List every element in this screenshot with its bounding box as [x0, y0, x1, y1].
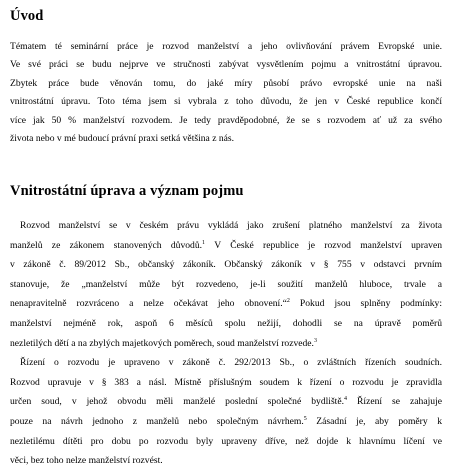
text-line-content: pouze na návrh jednoho z manželů nebo společným návrhem.	[10, 415, 304, 427]
text-line: Tématem té seminární práce je rozvod manželství a jeho ovlivňování právem Evropské unie.	[10, 41, 442, 52]
text-line: vnitrostátní úpravu. Toto téma jsem si vybrala z toho důvodu, že jen v České republice končí	[10, 96, 442, 108]
text-line: Ve své práci se budu nejprve ve stručnosti zabývat vysvětlením pojmu a vnitrostátní úpravou.	[10, 59, 442, 71]
text-line-content: nezletilému dítěti pro dobu po rozvodu byly upraveny dříve, než dojde k hlavnímu líčení ve	[10, 435, 442, 447]
text-line-content: stanovuje, že „manželství může být rozvedeno, je-li soužití manželů hluboce, trvale a	[10, 278, 442, 290]
text-line	[10, 392, 442, 412]
text-line	[10, 353, 442, 373]
text-line-content: Řízení o rozvodu je upraveno v zákoně č. 292/2013 Sb., o zvláštních řízeních soudních.	[20, 357, 442, 369]
text-line-continuation: Pokud jsou splněny podmínky:	[289, 298, 442, 310]
text-line-content: určen soud, v jehož obvodu měli manželé poslední společné bydliště.	[10, 396, 345, 408]
text-line	[10, 236, 442, 256]
text-line-continuation: Řízení se zahajuje	[347, 396, 442, 408]
text-line: života nebo v mé budoucí právní praxi setká většina z nás.	[10, 132, 235, 144]
text-line-content: věci, bez toho nelze manželství rozvést.	[10, 455, 163, 467]
text-line: Zbytek práce bude věnován tomu, do jaké míry působí právo evropské unie na naši	[10, 77, 442, 89]
text-line	[10, 255, 442, 275]
text-line	[10, 412, 442, 432]
footnote-reference: 3	[313, 337, 317, 344]
text-line-content: manželů ze zákonem stanovených důvodů.	[10, 239, 203, 251]
intro-paragraph	[10, 38, 442, 148]
text-line-content: Rozvod manželství se v českém právu vykládá jako zrušení platného manželství za života	[20, 220, 442, 231]
section-heading-uvod: Úvod	[10, 8, 44, 24]
text-line-content: v zákoně č. 89/2012 Sb., občanský zákoník. Občanský zákoník v § 755 v odstavci prvním	[10, 259, 442, 271]
text-line-content: nenapravitelně rozvráceno a nelze očekávat jeho obnovení.“	[10, 298, 287, 310]
text-line	[10, 334, 442, 354]
text-line-content: Rozvod upravuje v § 383 a násl. Místně příslušným soudem k řízení o rozvodu je zpravidla	[10, 376, 442, 388]
footnote-reference: 1	[202, 239, 206, 246]
text-line	[10, 451, 442, 471]
body-paragraphs	[10, 216, 442, 471]
text-line-continuation: V České republice je rozvod manželství upraven	[205, 239, 442, 251]
text-line	[10, 216, 442, 236]
text-line	[10, 432, 442, 452]
footnote-reference: 5	[303, 415, 307, 422]
text-line	[10, 314, 442, 334]
text-line-content: manželství nejméně rok, aspoň 6 měsíců spolu nežijí, dohodli se na úpravě poměrů	[10, 317, 442, 329]
text-line	[10, 275, 442, 295]
text-line-content: nezletilých dětí a na zbylých majetkových poměrech, soud manželství rozvede.	[10, 337, 314, 349]
footnote-reference: 4	[344, 396, 348, 403]
text-line-continuation: Zásadní je, aby poměry k	[306, 415, 442, 427]
text-line	[10, 294, 442, 314]
text-line	[10, 373, 442, 393]
text-line: více jak 50 % manželství rozvodem. Je tedy pravděpodobné, že se s rozvodem ať už za svého	[10, 114, 442, 126]
section-heading-vnitrostatni-uprava: Vnitrostátní úprava a význam pojmu	[10, 183, 244, 199]
footnote-reference: 2	[286, 298, 290, 305]
